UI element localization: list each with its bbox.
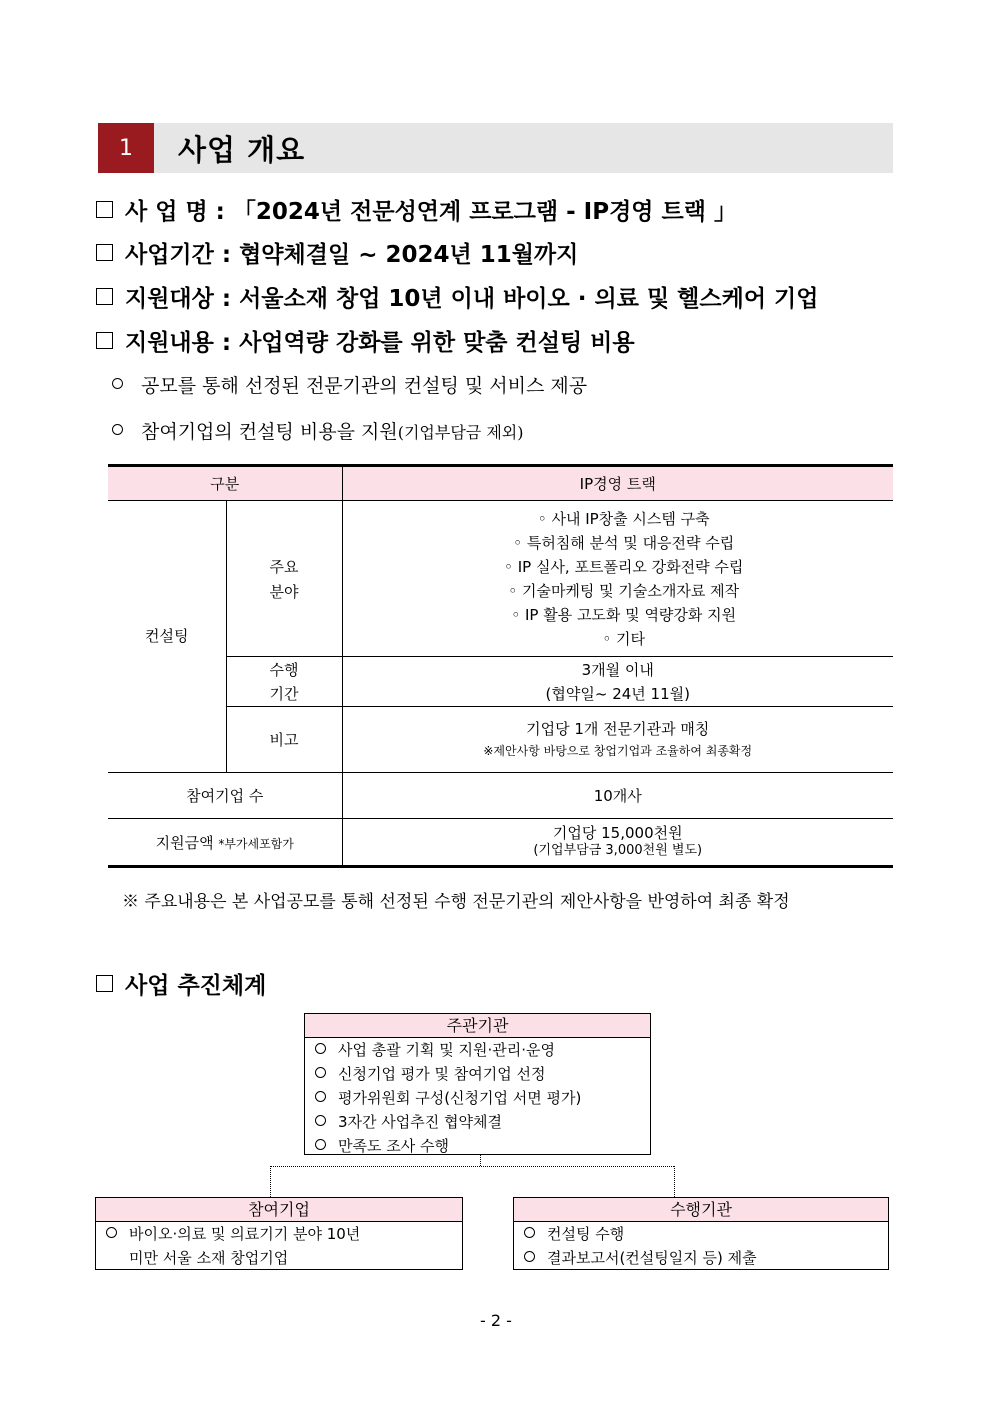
participants-value: 10개사 — [342, 773, 893, 819]
period-label: 수행 기간 — [226, 657, 342, 707]
section-number: 1 — [98, 123, 154, 173]
amount-value: 기업당 15,000천원 (기업부담금 3,000천원 별도) — [342, 819, 893, 867]
connector-line — [270, 1166, 271, 1197]
sub-point-2: 참여기업의 컨설팅 비용을 지원(기업부담금 제외) — [112, 417, 524, 444]
section-title: 사업 개요 — [178, 132, 306, 167]
square-bullet-icon — [96, 201, 113, 218]
host-item: 3자간 사업추진 협약체결 — [305, 1110, 650, 1134]
executor-item: 컨설팅 수행 — [514, 1222, 888, 1246]
section-header — [98, 123, 893, 173]
participant-item: 바이오·의료 및 의료기기 분야 10년 — [96, 1222, 462, 1246]
participant-item: 미만 서울 소재 창업기업 — [129, 1249, 289, 1267]
program-table — [108, 464, 893, 868]
host-item: 신청기업 평가 및 참여기업 선정 — [305, 1062, 650, 1086]
bullet-support-content: 지원내용 : 사업역량 강화를 위한 맞춤 컨설팅 비용 — [96, 324, 635, 357]
circle-bullet-icon — [524, 1251, 535, 1262]
header-track: IP경영 트랙 — [342, 466, 893, 501]
square-bullet-icon — [96, 244, 113, 261]
org-heading: 사업 추진체계 — [96, 967, 266, 1000]
main-area-items: ◦ 사내 IP창출 시스템 구축 ◦ 특허침해 분석 및 대응전략 수립 ◦ IP 실사, 포트폴리오 강화전략 수립 ◦ 기술마케팅 및 기술소개자료 제작 ◦ IP 활용 고도화 및 역량강화 지원 ◦ 기타 — [342, 501, 893, 657]
executor-org-title: 수행기관 — [514, 1198, 888, 1222]
connector-line — [270, 1166, 674, 1167]
circle-bullet-icon — [315, 1115, 326, 1126]
bullet-target: 지원대상 : 서울소재 창업 10년 이내 바이오 · 의료 및 헬스케어 기업 — [96, 280, 818, 313]
circle-bullet-icon — [106, 1227, 117, 1238]
host-item: 만족도 조사 수행 — [305, 1134, 650, 1158]
connector-line — [480, 1154, 481, 1166]
bullet-business-name: 사 업 명 : 「2024년 전문성연계 프로그램 - IP경영 트랙 」 — [96, 193, 737, 226]
circle-bullet-icon — [315, 1091, 326, 1102]
circle-bullet-icon — [524, 1227, 535, 1238]
connector-line — [674, 1166, 675, 1197]
sub-point-1: 공모를 통해 선정된 전문기관의 컨설팅 및 서비스 제공 — [112, 371, 587, 398]
square-bullet-icon — [96, 332, 113, 349]
remark-label: 비고 — [226, 707, 342, 773]
host-item: 평가위원회 구성(신청기업 서면 평가) — [305, 1086, 650, 1110]
circle-bullet-icon — [112, 378, 123, 389]
page-number: - 2 - — [480, 1311, 512, 1330]
square-bullet-icon — [96, 975, 113, 992]
circle-bullet-icon — [315, 1043, 326, 1054]
remark-value: 기업당 1개 전문기관과 매칭 ※제안사항 바탕으로 창업기업과 조율하여 최종확정 — [342, 707, 893, 773]
square-bullet-icon — [96, 288, 113, 305]
circle-bullet-icon — [315, 1067, 326, 1078]
amount-label: 지원금액 *부가세포함가 — [108, 819, 342, 867]
host-org-title: 주관기관 — [305, 1014, 650, 1038]
circle-bullet-icon — [315, 1139, 326, 1150]
executor-item: 결과보고서(컨설팅일지 등) 제출 — [514, 1246, 888, 1270]
participant-org-title: 참여기업 — [96, 1198, 462, 1222]
header-category: 구분 — [108, 466, 342, 501]
host-org-box — [304, 1013, 651, 1155]
consulting-label: 컨설팅 — [108, 501, 226, 773]
host-item: 사업 총괄 기획 및 지원·관리·운영 — [305, 1038, 650, 1062]
main-area-label: 주요 분야 — [226, 501, 342, 657]
note-text: ※ 주요내용은 본 사업공모를 통해 선정된 수행 전문기관의 제안사항을 반영하여 최종 확정 — [122, 892, 790, 912]
executor-org-box — [513, 1197, 889, 1270]
participants-label: 참여기업 수 — [108, 773, 342, 819]
bullet-business-period: 사업기간 : 협약체결일 ~ 2024년 11월까지 — [96, 236, 578, 269]
participant-org-box — [95, 1197, 463, 1270]
period-value: 3개월 이내 (협약일~ 24년 11월) — [342, 657, 893, 707]
circle-bullet-icon — [112, 424, 123, 435]
